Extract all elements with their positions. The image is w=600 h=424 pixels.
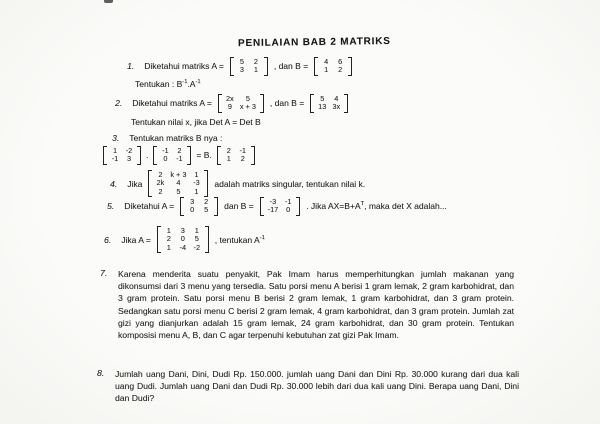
matrix-cell: 1 bbox=[194, 226, 199, 235]
problem-5-mid: dan B = bbox=[224, 201, 254, 212]
problem-5-outro bbox=[306, 201, 447, 211]
matrix-cell: -1 bbox=[239, 146, 246, 155]
matrix-cell: 3x bbox=[332, 102, 341, 112]
matrix-cell: x + 3 bbox=[239, 102, 256, 112]
matrix-cell: 4 bbox=[334, 94, 339, 103]
task-text: Tentukan : B bbox=[135, 78, 183, 89]
matrix-2 bbox=[153, 146, 191, 165]
matrix-cell: 0 bbox=[163, 154, 168, 164]
problem-1-number: 1. bbox=[127, 61, 135, 72]
matrix-cell: -3 bbox=[269, 197, 277, 206]
matrix-cell: 3 bbox=[239, 65, 244, 75]
outro-text: , tentukan A bbox=[214, 234, 260, 245]
matrix-a bbox=[157, 226, 209, 253]
matrix-cell: 2 bbox=[253, 57, 258, 66]
problem-5-number: 5. bbox=[107, 201, 115, 212]
matrix-cell: 0 bbox=[180, 234, 185, 244]
problem-7-number: 7. bbox=[100, 268, 108, 278]
matrix-k bbox=[148, 170, 208, 197]
multiply-dot: . bbox=[146, 150, 149, 161]
matrix-cell: -1 bbox=[176, 154, 183, 164]
problem-6-number: 6. bbox=[104, 234, 112, 245]
matrix-row bbox=[222, 155, 250, 163]
matrix-cell: -2 bbox=[193, 242, 201, 252]
problem-7 bbox=[100, 268, 514, 341]
matrix-cell: 2 bbox=[338, 65, 343, 75]
problem-6 bbox=[104, 226, 265, 253]
matrix-cell: 4 bbox=[324, 57, 329, 66]
matrix-cell: -1 bbox=[162, 146, 169, 155]
problem-4-intro: Jika bbox=[127, 178, 143, 189]
matrix-row bbox=[223, 103, 259, 111]
matrix-cell: -4 bbox=[179, 242, 187, 252]
matrix-a bbox=[218, 94, 264, 113]
problem-1-mid: , dan B = bbox=[273, 61, 309, 72]
matrix-cell: 1 bbox=[112, 146, 118, 155]
page-title: PENILAIAN BAB 2 MATRIKS bbox=[237, 35, 391, 50]
matrix-row bbox=[162, 244, 204, 252]
matrix-cell: 3 bbox=[126, 154, 132, 164]
superscript-inverse: -1 bbox=[259, 234, 265, 241]
matrix-row bbox=[108, 155, 136, 163]
matrix-cell: 2x bbox=[226, 94, 234, 103]
problem-3-equation bbox=[101, 146, 257, 165]
matrix-cell: 2k bbox=[156, 178, 165, 188]
problem-8 bbox=[97, 368, 519, 405]
problem-3-number: 3. bbox=[112, 133, 120, 143]
matrix-cell: 5 bbox=[245, 94, 250, 103]
matrix-cell: 1 bbox=[324, 65, 329, 75]
problem-1-task bbox=[135, 79, 354, 89]
matrix-cell: 2 bbox=[204, 197, 209, 206]
matrix-cell: 2 bbox=[240, 154, 245, 164]
matrix-cell: 5 bbox=[204, 205, 209, 215]
problem-7-text: Karena menderita suatu penyakit, Pak Imam harus memperhitungkan jumlah makanan yang dikonsumsi dari 3 menu yang tersedia. Satu porsi menu A berisi 1 gram lemak, 2 gram karbohidrat, dan 3 gram protein. Satu porsi menu B berisi 2 gram lemak, 1 gram karbohidrat, dan 3 gram protein. Sedangkan satu porsi menu C berisi 2 gram lemak, 4 gram karbohidrat, dan 3 gram protein. Jumlah zat gizi yang dianjurkan adalah 15 gram lemak, 24 gram karbohidrat, dan 30 gram protein. Tentukan komposisi menu A, B, dan C agar terpenuhi kebutuhan zat gizi Pak Imam. bbox=[118, 269, 514, 341]
matrix-row bbox=[319, 66, 347, 74]
problem-1 bbox=[127, 57, 354, 89]
problem-5 bbox=[107, 197, 447, 216]
matrix-a bbox=[230, 57, 268, 76]
matrix-row bbox=[185, 206, 213, 214]
matrix-cell: 5 bbox=[176, 186, 181, 196]
problem-2-task: Tentukan nilai x, jika Det A = Det B bbox=[131, 116, 261, 127]
problem-2-number: 2. bbox=[115, 98, 123, 109]
superscript-inverse: -1 bbox=[195, 78, 201, 85]
matrix-cell: 5 bbox=[194, 234, 199, 244]
matrix-b bbox=[314, 57, 352, 76]
matrix-cell: k + 3 bbox=[170, 170, 187, 179]
matrix-cell: 4 bbox=[176, 178, 181, 188]
matrix-row bbox=[222, 147, 250, 155]
matrix-row bbox=[235, 66, 263, 74]
matrix-row bbox=[158, 155, 186, 163]
matrix-cell: 3 bbox=[190, 197, 195, 206]
matrix-b bbox=[260, 197, 301, 216]
matrix-row bbox=[153, 188, 203, 196]
matrix-cell: -1 bbox=[284, 197, 292, 206]
matrix-cell: 6 bbox=[338, 57, 343, 66]
matrix-cell: 1 bbox=[166, 242, 171, 252]
problem-3 bbox=[112, 133, 257, 165]
problem-5-intro: Diketahui A = bbox=[124, 201, 175, 212]
problem-1-intro: Diketahui matriks A = bbox=[144, 61, 224, 72]
problem-2-mid: , dan B = bbox=[269, 98, 305, 109]
matrix-row bbox=[315, 103, 343, 111]
problem-8-number: 8. bbox=[97, 368, 105, 378]
problem-4-number: 4. bbox=[110, 178, 118, 189]
problem-8-text: Jumlah uang Dani, Dini, Dudi Rp. 150.000. jumlah uang Dani dan Dini Rp. 30.000 kurang dari dua kali uang Dudi. Jumlah uang Dani dan Dudi Rp. 30.000 lebih dari dua kali uang Dini. Berapa uang Dani, Dini dan Dudi? bbox=[115, 369, 519, 404]
matrix-cell: 1 bbox=[194, 186, 199, 196]
outro-text: . Jika AX=B+A bbox=[306, 201, 361, 212]
matrix-cell: 0 bbox=[286, 205, 291, 215]
matrix-3 bbox=[217, 146, 255, 165]
task-text: .A bbox=[187, 78, 196, 89]
matrix-cell: 2 bbox=[177, 146, 182, 155]
matrix-cell: 1 bbox=[226, 154, 231, 164]
matrix-1 bbox=[103, 146, 141, 165]
matrix-cell: -1 bbox=[111, 154, 119, 164]
problem-2-intro: Diketahui matriks A = bbox=[132, 98, 212, 109]
equals-b: = B. bbox=[196, 150, 212, 161]
matrix-cell: 9 bbox=[227, 102, 232, 112]
problem-4-outro: adalah matriks singular, tentukan nilai k. bbox=[214, 178, 366, 189]
problem-6-intro: Jika A = bbox=[121, 234, 151, 245]
matrix-cell: 1 bbox=[194, 170, 199, 179]
matrix-cell: -17 bbox=[267, 205, 279, 215]
matrix-cell: 2 bbox=[158, 170, 163, 179]
superscript-inverse: -1 bbox=[182, 78, 188, 85]
superscript-transpose: T bbox=[360, 201, 365, 208]
matrix-cell: 1 bbox=[166, 226, 171, 235]
matrix-a bbox=[180, 197, 218, 216]
scan-artifact bbox=[104, 0, 113, 3]
problem-3-intro: Tentukan matriks B nya : bbox=[129, 133, 223, 143]
matrix-cell: 1 bbox=[253, 65, 258, 75]
matrix-b bbox=[310, 94, 348, 113]
matrix-row bbox=[265, 206, 296, 214]
problem-6-outro bbox=[215, 235, 265, 245]
problem-2 bbox=[115, 94, 350, 127]
matrix-cell: 2 bbox=[166, 234, 171, 244]
matrix-cell: 0 bbox=[190, 205, 195, 215]
matrix-cell: 3 bbox=[180, 226, 185, 235]
matrix-cell: -2 bbox=[125, 146, 133, 155]
matrix-cell: 5 bbox=[320, 94, 325, 103]
outro-text: , maka det X adalah... bbox=[364, 201, 447, 212]
problem-4 bbox=[110, 170, 365, 197]
matrix-cell: -3 bbox=[193, 178, 200, 188]
matrix-cell: 5 bbox=[239, 57, 244, 66]
matrix-cell: 2 bbox=[226, 146, 231, 155]
matrix-cell: 2 bbox=[158, 186, 163, 196]
matrix-cell: 13 bbox=[318, 102, 327, 112]
